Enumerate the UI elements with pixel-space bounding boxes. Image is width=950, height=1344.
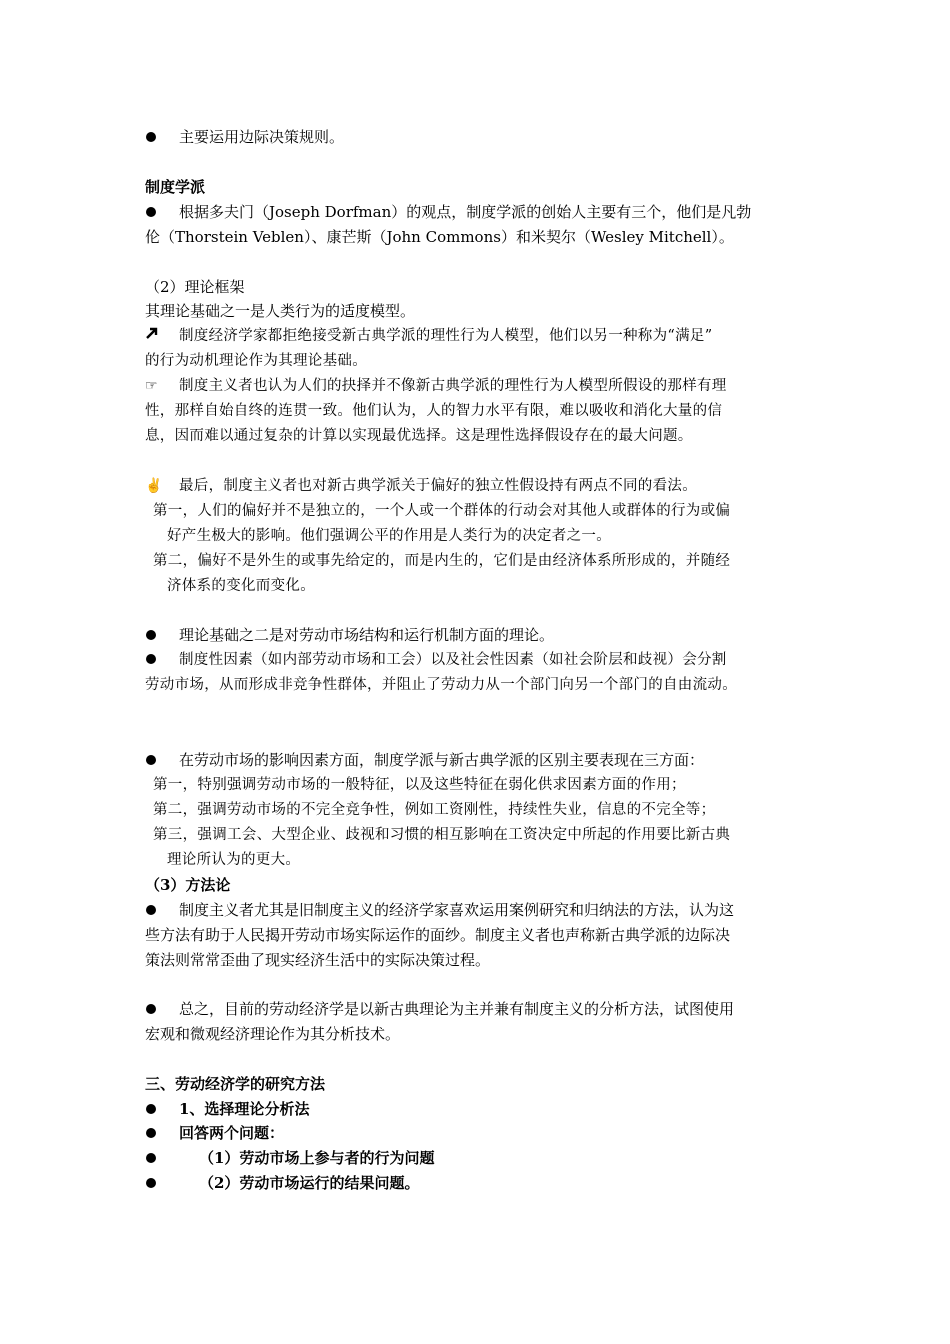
victory-line: [145, 475, 697, 497]
bullet-line: [145, 126, 344, 148]
pointing-hand-icon: ☞: [145, 378, 158, 394]
bullet-line: [145, 1147, 434, 1169]
text: 主要运用边际决策规则。: [179, 128, 345, 146]
bullet-icon: [146, 1004, 156, 1014]
bullet-line: [145, 201, 751, 223]
bullet-icon: [146, 1178, 156, 1188]
bullet-icon: [146, 654, 156, 664]
text-line: 性，那样自始自终的连贯一致。他们认为，人的智力水平有限，难以吸收和消化大量的信: [145, 403, 723, 419]
text-line: 伦（Thorstein Veblen）、康芒斯（John Commons）和米契尔（Wesley Mitchell）。: [145, 228, 734, 246]
bullet-icon: [146, 132, 156, 142]
text: （2）劳动市场运行的结果问题。: [199, 1174, 420, 1192]
text: 在劳动市场的影响因素方面，制度学派与新古典学派的区别主要表现在三方面：: [179, 751, 705, 769]
text: 回答两个问题：: [179, 1124, 285, 1142]
text: 1、选择理论分析法: [179, 1100, 310, 1118]
text-line: 第二，强调劳动市场的不完全竞争性，例如工资刚性，持续性失业，信息的不完全等；: [153, 802, 716, 818]
bullet-line: [145, 1172, 419, 1194]
text-line: 第二，偏好不是外生的或事先给定的，而是内生的，它们是由经济体系所形成的，并随经: [153, 553, 731, 569]
bullet-icon: [146, 1104, 156, 1114]
text: 制度主义者尤其是旧制度主义的经济学家喜欢运用案例研究和归纳法的方法，认为这: [179, 901, 735, 919]
bullet-line: [145, 1098, 309, 1120]
text-line: 理论所认为的更大。: [167, 852, 301, 868]
text: 总之，目前的劳动经济学是以新古典理论为主并兼有制度主义的分析方法，试图使用: [179, 1000, 735, 1018]
text-line: 宏观和微观经济理论作为其分析技术。: [145, 1025, 401, 1043]
text-line: 第一，人们的偏好并不是独立的，一个人或一个群体的行动会对其他人或群体的行为或偏: [153, 503, 731, 519]
subsection-heading: （2）理论框架: [145, 278, 245, 296]
arrow-line: [145, 325, 712, 347]
bullet-line: [145, 899, 734, 921]
bullet-line: [145, 624, 554, 646]
text-line: 好产生极大的影响。他们强调公平的作用是人类行为的决定者之一。: [167, 528, 611, 544]
text-line: 的行为动机理论作为其理论基础。: [145, 353, 367, 369]
text-line: 第三，强调工会、大型企业、歧视和习惯的相互影响在工资决定中所起的作用要比新古典: [153, 827, 731, 843]
arrow-up-right-icon: [145, 325, 179, 347]
text: 最后，制度主义者也对新古典学派关于偏好的独立性假设持有两点不同的看法。: [179, 478, 697, 494]
bullet-icon: [146, 755, 156, 765]
bullet-line: [145, 749, 704, 771]
text-line: 其理论基础之一是人类行为的适度模型。: [145, 302, 416, 320]
section-heading: 制度学派: [145, 178, 206, 196]
section-heading: 三、劳动经济学的研究方法: [145, 1075, 326, 1093]
bullet-icon: [146, 630, 156, 640]
text: 制度经济学家都拒绝接受新古典学派的理性行为人模型，他们以另一种称为“满足”: [179, 328, 713, 344]
text-line: 济体系的变化而变化。: [167, 578, 315, 594]
bullet-icon: [146, 905, 156, 915]
text-line: 第一，特别强调劳动市场的一般特征，以及这些特征在弱化供求因素方面的作用；: [153, 777, 686, 793]
text-line: 息，因而难以通过复杂的计算以实现最优选择。这是理性选择假设存在的最大问题。: [145, 428, 693, 444]
text: 根据多夫门（Joseph Dorfman）的观点，制度学派的创始人主要有三个，他们是凡勃: [179, 203, 752, 221]
text: 制度主义者也认为人们的抉择并不像新古典学派的理性行为人模型所假设的那样有理: [179, 378, 727, 394]
text-line: 些方法有助于人民揭开劳动市场实际运作的面纱。制度主义者也声称新古典学派的边际决: [145, 926, 731, 944]
hand-line: [145, 375, 727, 397]
bullet-icon: [146, 1153, 156, 1163]
victory-hand-icon: ✌: [145, 478, 163, 494]
text: 制度性因素（如内部劳动市场和工会）以及社会性因素（如社会阶层和歧视）会分割: [179, 652, 727, 668]
text-line: 策法则常常歪曲了现实经济生活中的实际决策过程。: [145, 951, 491, 969]
text-line: 劳动市场，从而形成非竞争性群体，并阻止了劳动力从一个部门向另一个部门的自由流动。: [145, 677, 737, 693]
text: 理论基础之二是对劳动市场结构和运行机制方面的理论。: [179, 626, 555, 644]
text: （1）劳动市场上参与者的行为问题: [199, 1149, 435, 1167]
bullet-line: [145, 649, 727, 671]
bullet-line: [145, 1122, 284, 1144]
bullet-icon: [146, 207, 156, 217]
subsection-heading: （3）方法论: [145, 876, 231, 894]
bullet-icon: [146, 1128, 156, 1138]
bullet-line: [145, 998, 734, 1020]
